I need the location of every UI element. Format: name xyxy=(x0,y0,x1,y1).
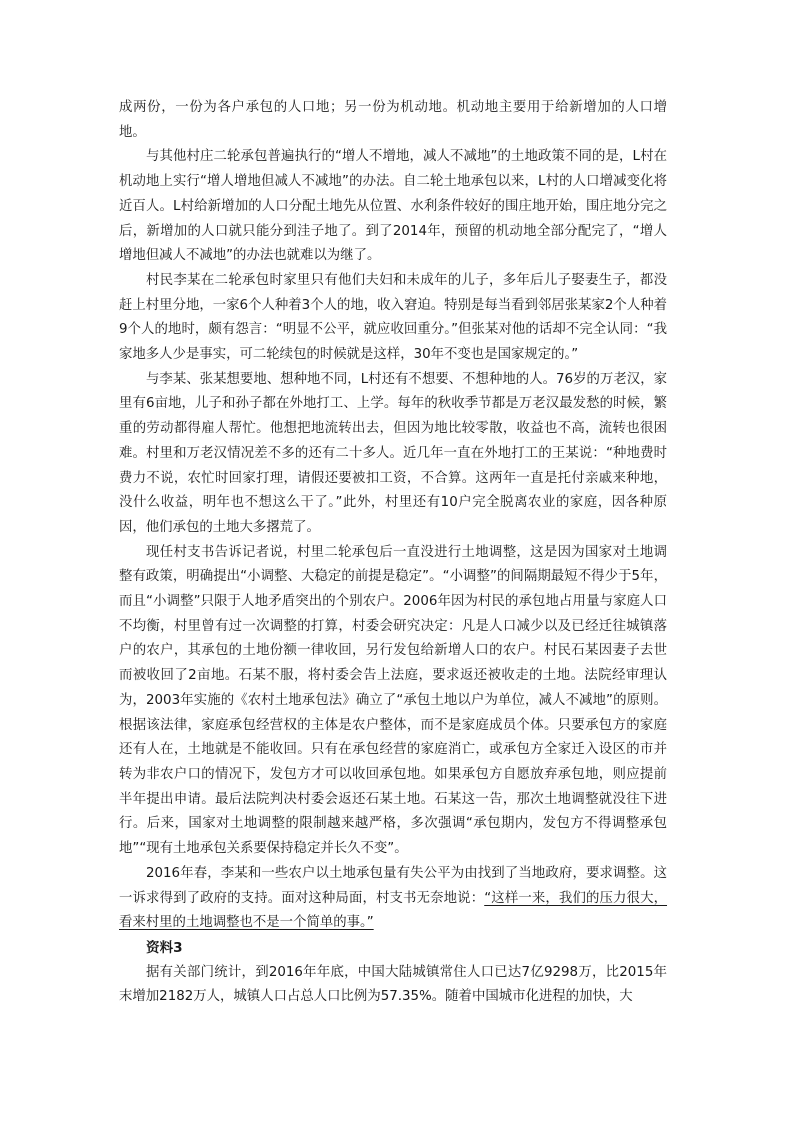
paragraph-6 xyxy=(119,862,667,936)
document-page xyxy=(119,96,667,1010)
paragraph-1: 成两份，一份为各户承包的人口地；另一份为机动地。机动地主要用于给新增加的人口增地。 xyxy=(119,100,667,140)
underlined-quote: “这样一来，我们的压力很大，看来村里的土地调整也不是一个简单的事。” xyxy=(119,890,668,931)
paragraph-5: 现任村支书告诉记者说，村里二轮承包后一直没进行土地调整，这是因为国家对土地调整有政策，明确提出“小调整、大稳定的前提是稳定”。“小调整”的间隔期最短不得少于5年，而且“小调整”只限于人地矛盾突出的个别农户。2006年因为村民的承包地占用量与家庭人口不均衡，村里曾有过一次调整的打算，村委会研究决定：凡是人口减少以及已经迁往城镇落户的农户，其承包的土地份额一律收回，另行发包给新增人口的农户。村民石某因妻子去世而被收回了2亩地。石某不服，将村委会告上法庭，要求返还被收走的土地。法院经审理认为，2003年实施的《农村土地承包法》确立了“承包土地以户为单位，减人不减地”的原则。根据该法律，家庭承包经营权的主体是农户整体，而不是家庭成员个体。只要承包方的家庭还有人在，土地就是不能收回。只有在承包经营的家庭消亡，或承包方全家迁入设区的市并转为非农户口的情况下，发包方才可以收回承包地。如果承包方自愿放弃承包地，则应提前半年提出申请。最后法院判决村委会返还石某土地。石某这一告，那次土地调整就没往下进行。后来，国家对土地调整的限制越来越严格，多次强调“承包期内，发包方不得调整承包地”“现有土地承包关系要保持稳定并长久不变”。 xyxy=(119,544,667,857)
paragraph-3: 村民李某在二轮承包时家里只有他们夫妇和未成年的儿子，多年后儿子娶妻生子，都没赶上村里分地，一家6个人种着3个人的地，收入窘迫。特别是每当看到邻居张某家2个人种着9个人的地时，颇有怨言：“明显不公平，就应收回重分。”但张某对他的话却不完全认同：“我家地多人少是事实，可二轮续包的时候就是这样，30年不变也是国家规定的。” xyxy=(119,272,667,363)
paragraph-2: 与其他村庄二轮承包普遍执行的“增人不增地，减人不减地”的土地政策不同的是，L村在机动地上实行“增人增地但减人不减地”的办法。自二轮土地承包以来，L村的人口增减变化将近百人。L村给新增加的人口分配土地先从位置、水利条件较好的围庄地开始，围庄地分完之后，新增加的人口就只能分到洼子地了。到了2014年，预留的机动地全部分配完了，“增人增地但减人不减地”的办法也就难以为继了。 xyxy=(119,149,667,264)
paragraph-6-lead: 2016年春，李某和一些农户以土地承包量有失公平为由找到了当地政府，要求调整。这一诉求得到了政府的支持。面对这种局面，村支书无奈地说： xyxy=(119,865,667,906)
section-heading: 资料3 xyxy=(146,939,183,956)
paragraph-4: 与李某、张某想要地、想种地不同，L村还有不想要、不想种地的人。76岁的万老汉，家里有6亩地，儿子和孙子都在外地打工、上学。每年的秋收季节都是万老汉最发愁的时候，繁重的劳动都得雇人帮忙。他想把地流转出去，但因为地比较零散，收益也不高，流转也很困难。村里和万老汉情况差不多的还有二十多人。近几年一直在外地打工的王某说：“种地费时费力不说，农忙时回家打理，请假还要被扣工资，不合算。这两年一直是托付亲戚来种地，没什么收益，明年也不想这么干了。”此外，村里还有10户完全脱离农业的家庭，因各种原因，他们承包的土地大多撂荒了。 xyxy=(119,371,667,535)
closing-paragraph: 据有关部门统计，到2016年年底，中国大陆城镇常住人口已达7亿9298万，比2015年末增加2182万人，城镇人口占总人口比例为57.35%。随着中国城市化进程的加快，大 xyxy=(119,964,667,1005)
